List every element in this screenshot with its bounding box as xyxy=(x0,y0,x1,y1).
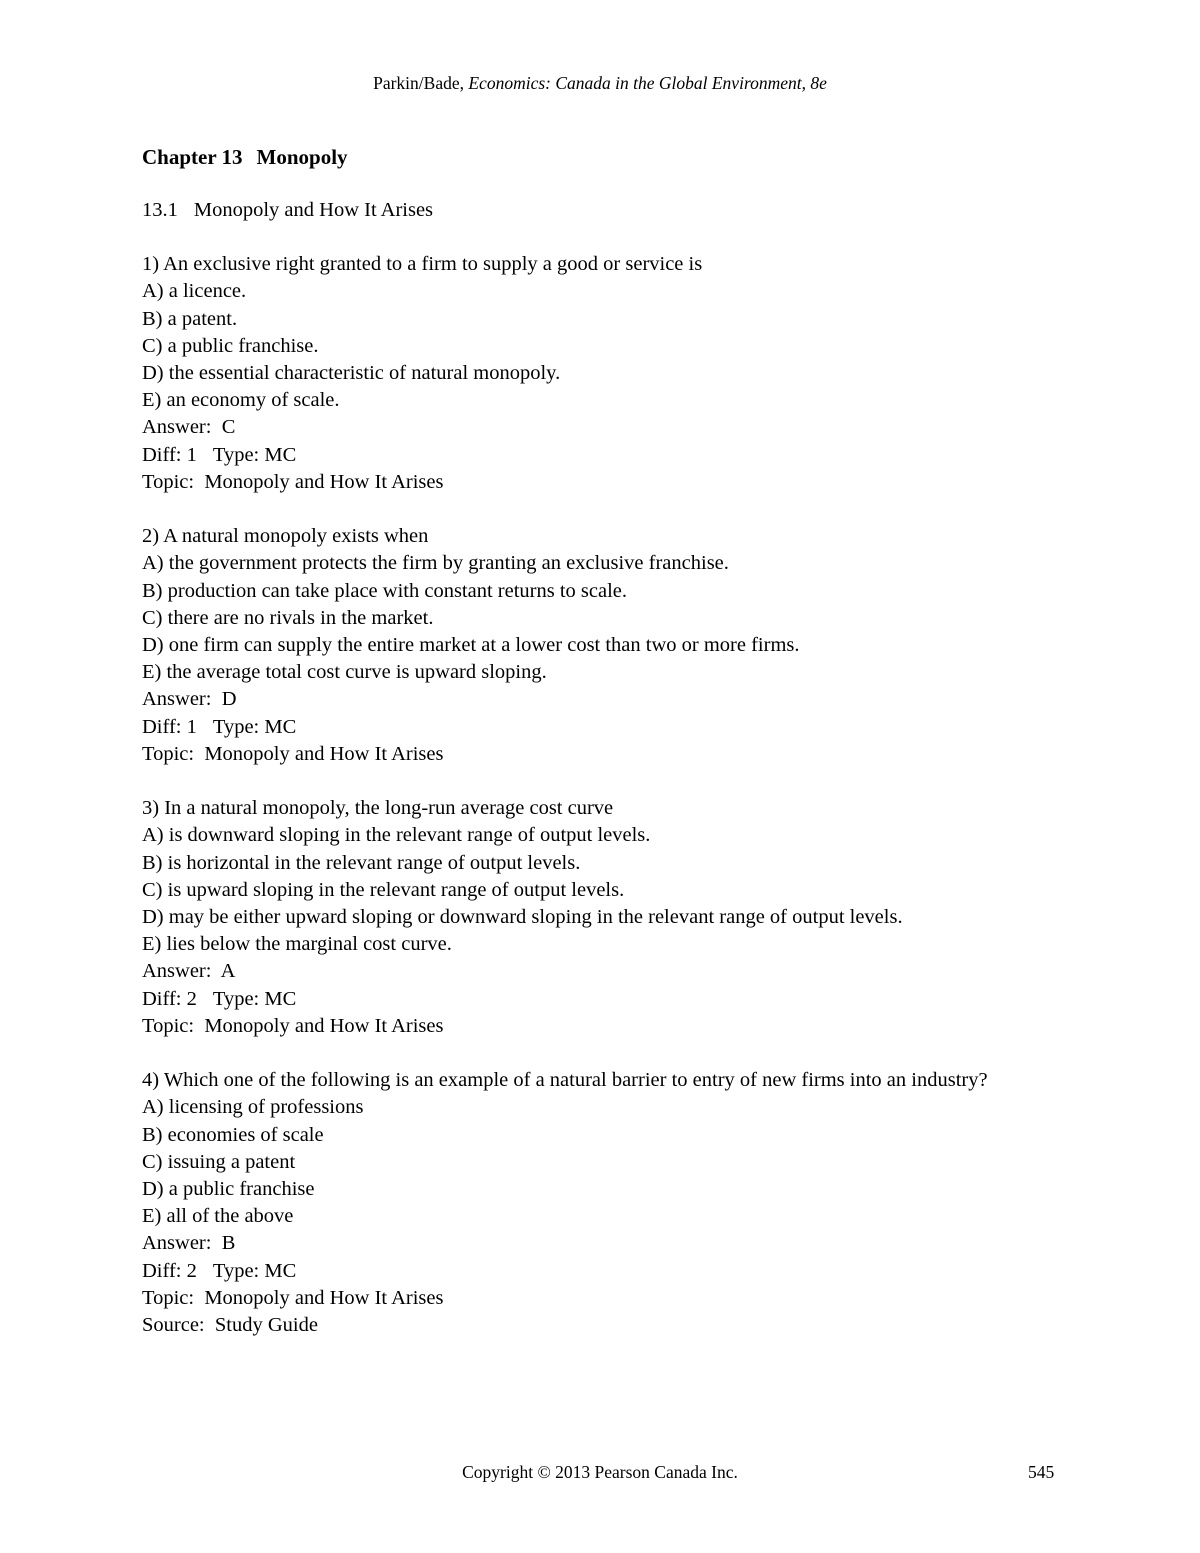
question-stem: 2) A natural monopoly exists when xyxy=(142,525,429,548)
chapter-heading xyxy=(142,144,1062,170)
question-item xyxy=(142,795,1062,1040)
source-label: Source: Study Guide xyxy=(142,1314,318,1337)
answer-option: E) lies below the marginal cost curve. xyxy=(142,933,452,956)
answer-key: Answer: D xyxy=(142,688,237,711)
answer-option: D) a public franchise xyxy=(142,1178,315,1201)
question-type-label: Type: MC xyxy=(212,1259,297,1282)
header-book-title: Economics: Canada in the Global Environment, 8e xyxy=(468,73,827,93)
question-type-label: Type: MC xyxy=(212,443,297,466)
difficulty-type-line xyxy=(142,442,1062,469)
difficulty-type-line xyxy=(142,714,1062,741)
answer-key: Answer: B xyxy=(142,1232,236,1255)
answer-option: C) there are no rivals in the market. xyxy=(142,606,434,629)
topic-label: Topic: Monopoly and How It Arises xyxy=(142,1014,444,1037)
question-list xyxy=(142,251,1062,1339)
question-stem: 1) An exclusive right granted to a firm to supply a good or service is xyxy=(142,253,703,276)
chapter-number: Chapter 13 xyxy=(142,145,243,169)
answer-option: A) the government protects the firm by granting an exclusive franchise. xyxy=(142,552,729,575)
answer-option: C) issuing a patent xyxy=(142,1150,296,1173)
section-number: 13.1 xyxy=(142,199,178,221)
answer-option: B) economies of scale xyxy=(142,1123,324,1146)
topic-label: Topic: Monopoly and How It Arises xyxy=(142,742,444,765)
question-stem: 4) Which one of the following is an example of a natural barrier to entry of new firms into an industry? xyxy=(142,1069,988,1092)
question-stem: 3) In a natural monopoly, the long-run average cost curve xyxy=(142,797,614,820)
page-number: 545 xyxy=(1028,1462,1055,1482)
answer-option: D) one firm can supply the entire market at a lower cost than two or more firms. xyxy=(142,634,800,657)
answer-option: B) a patent. xyxy=(142,307,238,330)
answer-key: Answer: A xyxy=(142,960,236,983)
answer-option: C) is upward sloping in the relevant range of output levels. xyxy=(142,878,625,901)
difficulty-type-line xyxy=(142,986,1062,1013)
difficulty-label: Diff: 1 xyxy=(142,715,197,738)
answer-option: E) the average total cost curve is upward sloping. xyxy=(142,661,547,684)
difficulty-label: Diff: 1 xyxy=(142,443,197,466)
question-type-label: Type: MC xyxy=(212,987,297,1010)
running-header xyxy=(0,71,1200,95)
page-content xyxy=(142,144,1062,1366)
difficulty-label: Diff: 2 xyxy=(142,987,197,1010)
answer-option: E) an economy of scale. xyxy=(142,389,340,412)
answer-option: D) the essential characteristic of natural monopoly. xyxy=(142,362,561,385)
question-item xyxy=(142,251,1062,496)
difficulty-label: Diff: 2 xyxy=(142,1259,197,1282)
answer-option: B) is horizontal in the relevant range of output levels. xyxy=(142,851,581,874)
question-type-label: Type: MC xyxy=(212,715,297,738)
section-heading xyxy=(142,197,1062,224)
section-title: Monopoly and How It Arises xyxy=(193,199,434,221)
answer-option: A) licensing of professions xyxy=(142,1096,364,1119)
answer-option: D) may be either upward sloping or downward sloping in the relevant range of output levels. xyxy=(142,906,903,929)
answer-option: E) all of the above xyxy=(142,1205,294,1228)
answer-option: A) a licence. xyxy=(142,280,247,303)
copyright-notice: Copyright © 2013 Pearson Canada Inc. xyxy=(462,1462,738,1482)
difficulty-type-line xyxy=(142,1258,1062,1285)
topic-label: Topic: Monopoly and How It Arises xyxy=(142,470,444,493)
answer-option: C) a public franchise. xyxy=(142,334,319,357)
answer-option: A) is downward sloping in the relevant range of output levels. xyxy=(142,824,651,847)
chapter-title: Monopoly xyxy=(256,145,348,169)
answer-key: Answer: C xyxy=(142,416,236,439)
question-item xyxy=(142,1067,1062,1339)
question-item xyxy=(142,523,1062,768)
topic-label: Topic: Monopoly and How It Arises xyxy=(142,1286,444,1309)
answer-option: B) production can take place with constant returns to scale. xyxy=(142,579,628,602)
header-authors: Parkin/Bade, xyxy=(373,73,464,93)
